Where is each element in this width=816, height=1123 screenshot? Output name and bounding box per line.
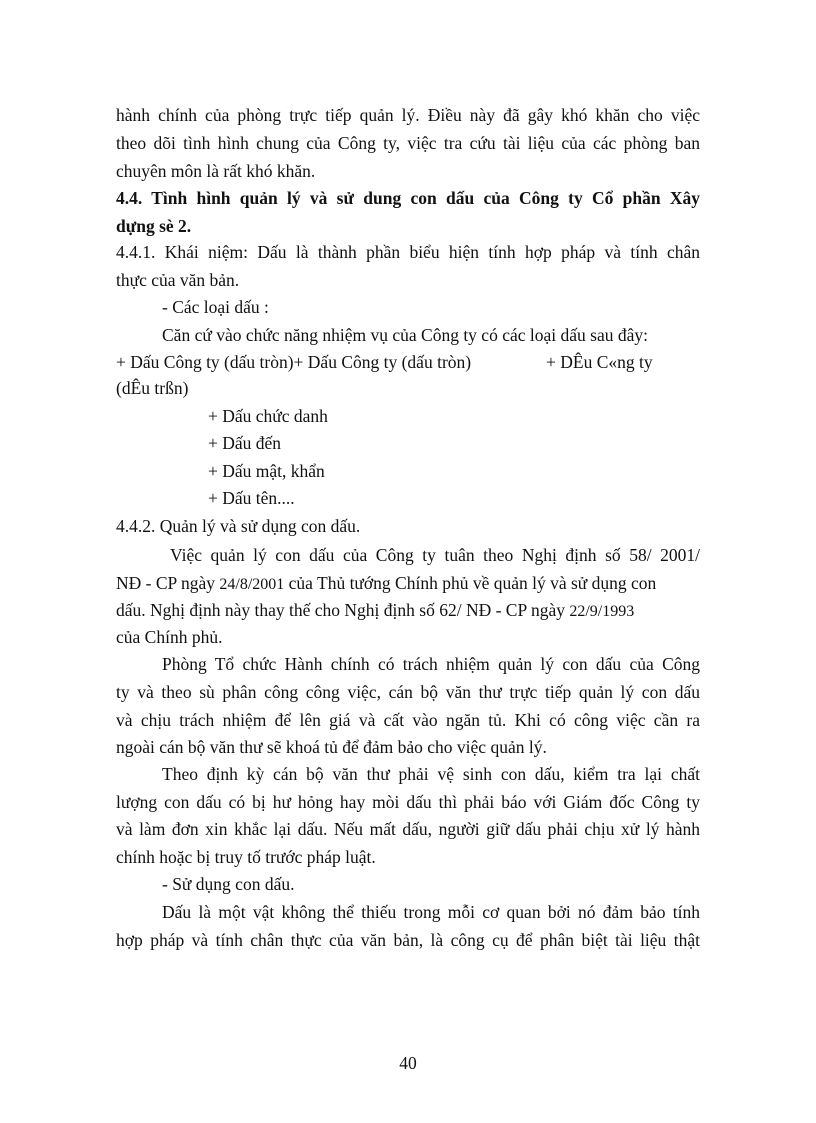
body-text-line: chuyên môn là rất khó khăn. [116,161,316,181]
body-text-line: chính hoặc bị truy tố trước pháp luật. [116,847,376,867]
list-heading: - Sử dụng con dấu. [162,874,295,894]
body-text-line: ty và theo sù phân công công việc, cán bộ văn thư trực tiếp quản lý con dấu [116,682,700,702]
body-text-line: và chịu trách nhiệm để lên giá và cất vào ngăn tủ. Khi có công việc cần ra [116,710,700,730]
body-text-line: thực của văn bản. [116,270,240,290]
subsection-heading: 4.4.2. Quản lý và sử dụng con dấu. [116,516,361,536]
body-text-line: của Chính phủ. [116,627,223,647]
stamp-types-line [116,348,700,376]
list-heading: - Các loại dấu : [162,297,269,317]
decree-line-pre: NĐ - CP ngày [116,573,216,593]
body-text-line: Theo định kỳ cán bộ văn thư phải vệ sinh con dấu, kiểm tra lại chất [162,764,700,784]
body-text-line: Phòng Tổ chức Hành chính có trách nhiệm quản lý con dấu của Công [162,654,700,674]
decree-line-2 [116,596,700,626]
body-text-line: lượng con dấu có bị hư hỏng hay mòi dấu thì phải báo với Giám đốc Công ty [116,792,700,812]
section-heading-cont: dựng sè 2. [116,216,192,236]
decree-date-2: 22/9/1993 [569,603,635,620]
body-text-line: theo dõi tình hình chung của Công ty, việc tra cứu tài liệu của các phòng ban [116,133,700,153]
body-text-line: Căn cứ vào chức năng nhiệm vụ của Công ty có các loại dấu sau đây: [162,325,648,345]
decree-line-post: của Thủ tướng Chính phủ về quản lý và sử dụng con [288,573,657,593]
stamp-types-line-cont: (dÊu trßn) [116,378,189,398]
body-text-line: và làm đơn xin khắc lại dấu. Nếu mất dấu, người giữ dấu phải chịu xử lý hành [116,819,700,839]
body-text-line: Việc quản lý con dấu của Công ty tuân theo Nghị định số 58/ 2001/ [170,545,700,565]
list-item: + Dấu chức danh [208,406,328,426]
decree-line-2-text: dấu. Nghị định này thay thế cho Nghị định số 62/ NĐ - CP ngày [116,600,565,620]
stamp-types-part2: + DÊu C«ng ty [546,352,653,372]
list-item: + Dấu mật, khẩn [208,461,325,481]
list-item: + Dấu đến [208,433,282,453]
body-text-line: 4.4.1. Khái niệm: Dấu là thành phần biểu hiện tính hợp pháp và tính chân [116,242,700,262]
decree-date: 24/8/2001 [219,576,285,593]
page-number: 40 [399,1053,417,1073]
stamp-types-part1: + Dấu Công ty (dấu tròn)+ Dấu Công ty (dấu tròn) [116,352,472,372]
decree-line [116,569,700,599]
list-item: + Dấu tên.... [208,488,295,508]
body-text-line: Dấu là một vật không thể thiếu trong mỗi cơ quan bởi nó đảm bảo tính [162,902,700,922]
body-text-line: hành chính của phòng trực tiếp quản lý. Điều này đã gây khó khăn cho việc [116,105,700,125]
section-heading: 4.4. Tình hình quản lý và sử dung con dấu của Công ty Cổ phần Xây [116,188,700,208]
body-text-line: hợp pháp và tính chân thực của văn bản, là công cụ để phân biệt tài liệu thật [116,930,700,950]
body-text-line: ngoài cán bộ văn thư sẽ khoá tủ để đảm bảo cho việc quản lý. [116,737,547,757]
